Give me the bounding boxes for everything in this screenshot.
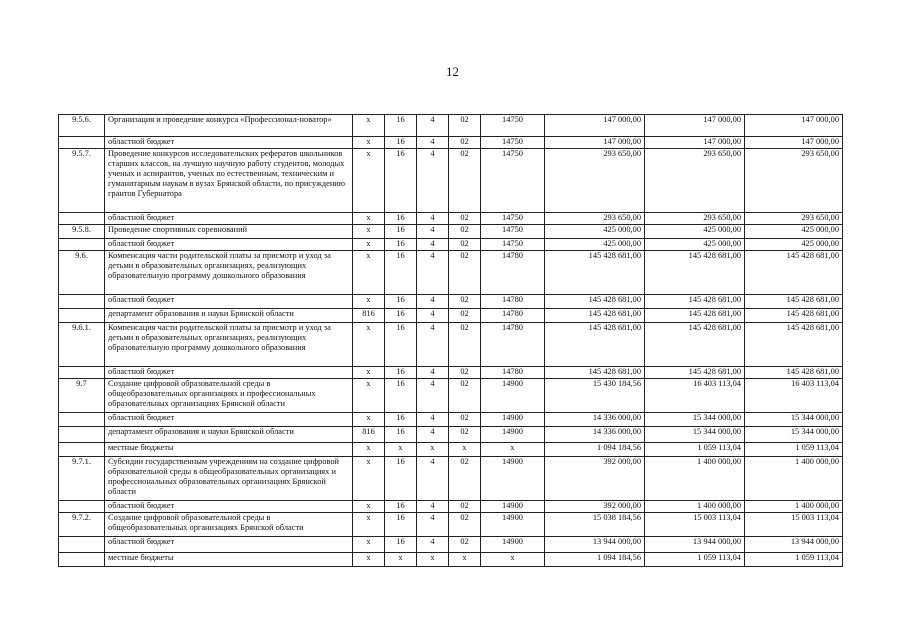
code-cell: 16 — [385, 457, 417, 501]
amount-cell: 147 000,00 — [645, 115, 745, 137]
code-cell: x — [353, 251, 385, 295]
code-cell: x — [481, 443, 545, 457]
amount-cell: 147 000,00 — [745, 115, 843, 137]
code-cell: 02 — [449, 379, 481, 413]
code-cell: 16 — [385, 501, 417, 513]
description-cell: Создание цифровой образовательной среды в общеобразовательных организациях и профессиональных образовательных организациях Брянской области — [105, 379, 353, 413]
code-cell: 4 — [417, 367, 449, 379]
amount-cell: 147 000,00 — [545, 137, 645, 149]
amount-cell: 1 059 113,04 — [745, 443, 843, 457]
amount-cell: 16 403 113,04 — [645, 379, 745, 413]
code-cell: 4 — [417, 295, 449, 309]
code-cell: 02 — [449, 537, 481, 553]
table-row — [59, 537, 843, 553]
code-cell: 16 — [385, 537, 417, 553]
description-cell: местные бюджеты — [105, 443, 353, 457]
code-cell: x — [353, 295, 385, 309]
amount-cell: 293 650,00 — [745, 149, 843, 213]
code-cell: 16 — [385, 115, 417, 137]
table-row — [59, 413, 843, 427]
description-cell: Субсидии государственным учреждениям на создание цифровой образовательной среды в общеобразовательных организациях и профессиональных образовательных организациях Брянской области — [105, 457, 353, 501]
table-row — [59, 457, 843, 501]
code-cell: 4 — [417, 251, 449, 295]
row-number-cell: 9.7.2. — [59, 513, 105, 537]
table-row — [59, 553, 843, 567]
code-cell: 816 — [353, 427, 385, 443]
row-number-cell: 9.6. — [59, 251, 105, 295]
amount-cell: 145 428 681,00 — [745, 295, 843, 309]
code-cell: 4 — [417, 149, 449, 213]
amount-cell: 293 650,00 — [645, 213, 745, 225]
code-cell: 16 — [385, 309, 417, 323]
row-number-cell: 9.7 — [59, 379, 105, 413]
row-number-cell: 9.7.1. — [59, 457, 105, 501]
code-cell: 14900 — [481, 513, 545, 537]
amount-cell: 425 000,00 — [645, 225, 745, 239]
table-row — [59, 295, 843, 309]
table-row — [59, 225, 843, 239]
code-cell: x — [353, 537, 385, 553]
code-cell: 14900 — [481, 379, 545, 413]
amount-cell: 145 428 681,00 — [645, 309, 745, 323]
amount-cell: 425 000,00 — [645, 239, 745, 251]
code-cell: 14900 — [481, 537, 545, 553]
code-cell: 02 — [449, 137, 481, 149]
amount-cell: 13 944 000,00 — [645, 537, 745, 553]
amount-cell: 1 400 000,00 — [645, 457, 745, 501]
amount-cell: 293 650,00 — [545, 213, 645, 225]
row-number-cell — [59, 537, 105, 553]
code-cell: 02 — [449, 239, 481, 251]
code-cell: 16 — [385, 239, 417, 251]
table-row — [59, 513, 843, 537]
code-cell: 4 — [417, 457, 449, 501]
code-cell: x — [353, 457, 385, 501]
code-cell: 16 — [385, 225, 417, 239]
code-cell: 4 — [417, 379, 449, 413]
amount-cell: 392 000,00 — [545, 457, 645, 501]
code-cell: 816 — [353, 309, 385, 323]
code-cell: x — [353, 367, 385, 379]
code-cell: 14750 — [481, 213, 545, 225]
description-cell: областной бюджет — [105, 239, 353, 251]
code-cell: 4 — [417, 413, 449, 427]
code-cell: x — [449, 553, 481, 567]
description-cell: областной бюджет — [105, 137, 353, 149]
code-cell: 16 — [385, 427, 417, 443]
row-number-cell — [59, 239, 105, 251]
code-cell: x — [353, 379, 385, 413]
table-row — [59, 251, 843, 295]
amount-cell: 14 336 000,00 — [545, 413, 645, 427]
page-number: 12 — [446, 64, 459, 79]
amount-cell: 145 428 681,00 — [745, 251, 843, 295]
code-cell: x — [353, 213, 385, 225]
amount-cell: 392 000,00 — [545, 501, 645, 513]
code-cell: 4 — [417, 225, 449, 239]
code-cell: 16 — [385, 513, 417, 537]
table-row — [59, 379, 843, 413]
amount-cell: 147 000,00 — [645, 137, 745, 149]
code-cell: 02 — [449, 323, 481, 367]
amount-cell: 147 000,00 — [545, 115, 645, 137]
amount-cell: 145 428 681,00 — [545, 295, 645, 309]
code-cell: 4 — [417, 213, 449, 225]
amount-cell: 1 059 113,04 — [645, 553, 745, 567]
code-cell: 02 — [449, 501, 481, 513]
description-cell: Компенсация части родительской платы за присмотр и уход за детьми в образовательных организациях, реализующих образовательную программу дошкольного образования — [105, 323, 353, 367]
amount-cell: 145 428 681,00 — [645, 251, 745, 295]
amount-cell: 145 428 681,00 — [545, 251, 645, 295]
amount-cell: 1 094 184,56 — [545, 443, 645, 457]
amount-cell: 293 650,00 — [745, 213, 843, 225]
code-cell: 4 — [417, 115, 449, 137]
code-cell: 14780 — [481, 367, 545, 379]
code-cell: 14750 — [481, 239, 545, 251]
code-cell: x — [385, 553, 417, 567]
amount-cell: 293 650,00 — [645, 149, 745, 213]
description-cell: департамент образования и науки Брянской области — [105, 427, 353, 443]
code-cell: 4 — [417, 309, 449, 323]
code-cell: x — [353, 513, 385, 537]
row-number-cell — [59, 501, 105, 513]
amount-cell: 145 428 681,00 — [545, 309, 645, 323]
amount-cell: 13 944 000,00 — [745, 537, 843, 553]
description-cell: областной бюджет — [105, 537, 353, 553]
code-cell: x — [353, 553, 385, 567]
row-number-cell — [59, 427, 105, 443]
amount-cell: 293 650,00 — [545, 149, 645, 213]
code-cell: 14780 — [481, 295, 545, 309]
description-cell: областной бюджет — [105, 501, 353, 513]
code-cell: x — [353, 225, 385, 239]
row-number-cell: 9.6.1. — [59, 323, 105, 367]
code-cell: 14750 — [481, 137, 545, 149]
code-cell: 4 — [417, 323, 449, 367]
code-cell: 4 — [417, 427, 449, 443]
code-cell: 02 — [449, 427, 481, 443]
table-row — [59, 427, 843, 443]
code-cell: 16 — [385, 149, 417, 213]
amount-cell: 145 428 681,00 — [545, 367, 645, 379]
code-cell: 14900 — [481, 501, 545, 513]
code-cell: 14750 — [481, 225, 545, 239]
code-cell: 16 — [385, 295, 417, 309]
code-cell: 16 — [385, 251, 417, 295]
amount-cell: 145 428 681,00 — [545, 323, 645, 367]
code-cell: 4 — [417, 513, 449, 537]
row-number-cell — [59, 413, 105, 427]
code-cell: x — [353, 501, 385, 513]
row-number-cell: 9.5.8. — [59, 225, 105, 239]
table-row — [59, 213, 843, 225]
amount-cell: 15 430 184,56 — [545, 379, 645, 413]
amount-cell: 15 003 113,04 — [645, 513, 745, 537]
code-cell: 14900 — [481, 427, 545, 443]
table-row — [59, 309, 843, 323]
row-number-cell: 9.5.7. — [59, 149, 105, 213]
amount-cell: 1 094 184,56 — [545, 553, 645, 567]
code-cell: x — [353, 137, 385, 149]
code-cell: 4 — [417, 239, 449, 251]
code-cell: 14780 — [481, 323, 545, 367]
table-row — [59, 367, 843, 379]
description-cell: областной бюджет — [105, 213, 353, 225]
code-cell: x — [481, 553, 545, 567]
row-number-cell — [59, 137, 105, 149]
row-number-cell — [59, 443, 105, 457]
row-number-cell — [59, 295, 105, 309]
code-cell: 14900 — [481, 457, 545, 501]
amount-cell: 147 000,00 — [745, 137, 843, 149]
code-cell: 02 — [449, 367, 481, 379]
amount-cell: 1 400 000,00 — [645, 501, 745, 513]
code-cell: x — [385, 443, 417, 457]
amount-cell: 425 000,00 — [745, 225, 843, 239]
description-cell: департамент образования и науки Брянской области — [105, 309, 353, 323]
code-cell: 16 — [385, 323, 417, 367]
code-cell: 02 — [449, 309, 481, 323]
amount-cell: 1 400 000,00 — [745, 501, 843, 513]
code-cell: 02 — [449, 251, 481, 295]
amount-cell: 1 400 000,00 — [745, 457, 843, 501]
amount-cell: 14 336 000,00 — [545, 427, 645, 443]
budget-table — [58, 114, 843, 567]
code-cell: x — [353, 149, 385, 213]
code-cell: 02 — [449, 295, 481, 309]
code-cell: 4 — [417, 501, 449, 513]
amount-cell: 15 344 000,00 — [645, 413, 745, 427]
code-cell: 14750 — [481, 115, 545, 137]
amount-cell: 15 038 184,56 — [545, 513, 645, 537]
code-cell: 4 — [417, 137, 449, 149]
amount-cell: 1 059 113,04 — [745, 553, 843, 567]
amount-cell: 15 344 000,00 — [645, 427, 745, 443]
amount-cell: 145 428 681,00 — [745, 309, 843, 323]
amount-cell: 15 344 000,00 — [745, 427, 843, 443]
code-cell: 14750 — [481, 149, 545, 213]
code-cell: x — [417, 443, 449, 457]
description-cell: областной бюджет — [105, 295, 353, 309]
code-cell: x — [417, 553, 449, 567]
row-number-cell: 9.5.6. — [59, 115, 105, 137]
table-row — [59, 323, 843, 367]
row-number-cell — [59, 213, 105, 225]
code-cell: 14900 — [481, 413, 545, 427]
description-cell: Компенсация части родительской платы за присмотр и уход за детьми в образовательных организациях, реализующих образовательную программу дошкольного образования — [105, 251, 353, 295]
row-number-cell — [59, 309, 105, 323]
amount-cell: 13 944 000,00 — [545, 537, 645, 553]
table-row — [59, 137, 843, 149]
code-cell: x — [353, 115, 385, 137]
table-row — [59, 239, 843, 251]
amount-cell: 1 059 113,04 — [645, 443, 745, 457]
table-row — [59, 149, 843, 213]
code-cell: 16 — [385, 379, 417, 413]
amount-cell: 425 000,00 — [745, 239, 843, 251]
code-cell: x — [449, 443, 481, 457]
code-cell: 02 — [449, 115, 481, 137]
table-row — [59, 443, 843, 457]
code-cell: 02 — [449, 413, 481, 427]
code-cell: 16 — [385, 213, 417, 225]
row-number-cell — [59, 553, 105, 567]
code-cell: x — [353, 443, 385, 457]
description-cell: областной бюджет — [105, 367, 353, 379]
code-cell: 02 — [449, 213, 481, 225]
amount-cell: 15 003 113,04 — [745, 513, 843, 537]
table-row — [59, 501, 843, 513]
description-cell: Организация и проведение конкурса «Профессионал-новатор» — [105, 115, 353, 137]
code-cell: 14780 — [481, 309, 545, 323]
description-cell: местные бюджеты — [105, 553, 353, 567]
code-cell: 14780 — [481, 251, 545, 295]
description-cell: Проведение конкурсов исследовательских рефератов школьников старших классов, на лучшую научную работу студентов, молодых ученых и аспирантов, ученых по естественным, техническим и гуманитарным наукам в вузах Брянской области, по присуждению грантов Губернатора — [105, 149, 353, 213]
amount-cell: 145 428 681,00 — [645, 367, 745, 379]
amount-cell: 145 428 681,00 — [645, 295, 745, 309]
amount-cell: 145 428 681,00 — [745, 323, 843, 367]
table-row — [59, 115, 843, 137]
code-cell: x — [353, 323, 385, 367]
description-cell: Проведение спортивных соревнований — [105, 225, 353, 239]
row-number-cell — [59, 367, 105, 379]
code-cell: 4 — [417, 537, 449, 553]
amount-cell: 425 000,00 — [545, 225, 645, 239]
code-cell: 16 — [385, 413, 417, 427]
code-cell: 02 — [449, 225, 481, 239]
amount-cell: 16 403 113,04 — [745, 379, 843, 413]
description-cell: Создание цифровой образовательной среды в общеобразовательных организациях Брянской области — [105, 513, 353, 537]
code-cell: 16 — [385, 367, 417, 379]
code-cell: 02 — [449, 149, 481, 213]
code-cell: x — [353, 239, 385, 251]
amount-cell: 15 344 000,00 — [745, 413, 843, 427]
code-cell: 02 — [449, 457, 481, 501]
amount-cell: 145 428 681,00 — [645, 323, 745, 367]
amount-cell: 425 000,00 — [545, 239, 645, 251]
amount-cell: 145 428 681,00 — [745, 367, 843, 379]
code-cell: 02 — [449, 513, 481, 537]
description-cell: областной бюджет — [105, 413, 353, 427]
code-cell: x — [353, 413, 385, 427]
code-cell: 16 — [385, 137, 417, 149]
